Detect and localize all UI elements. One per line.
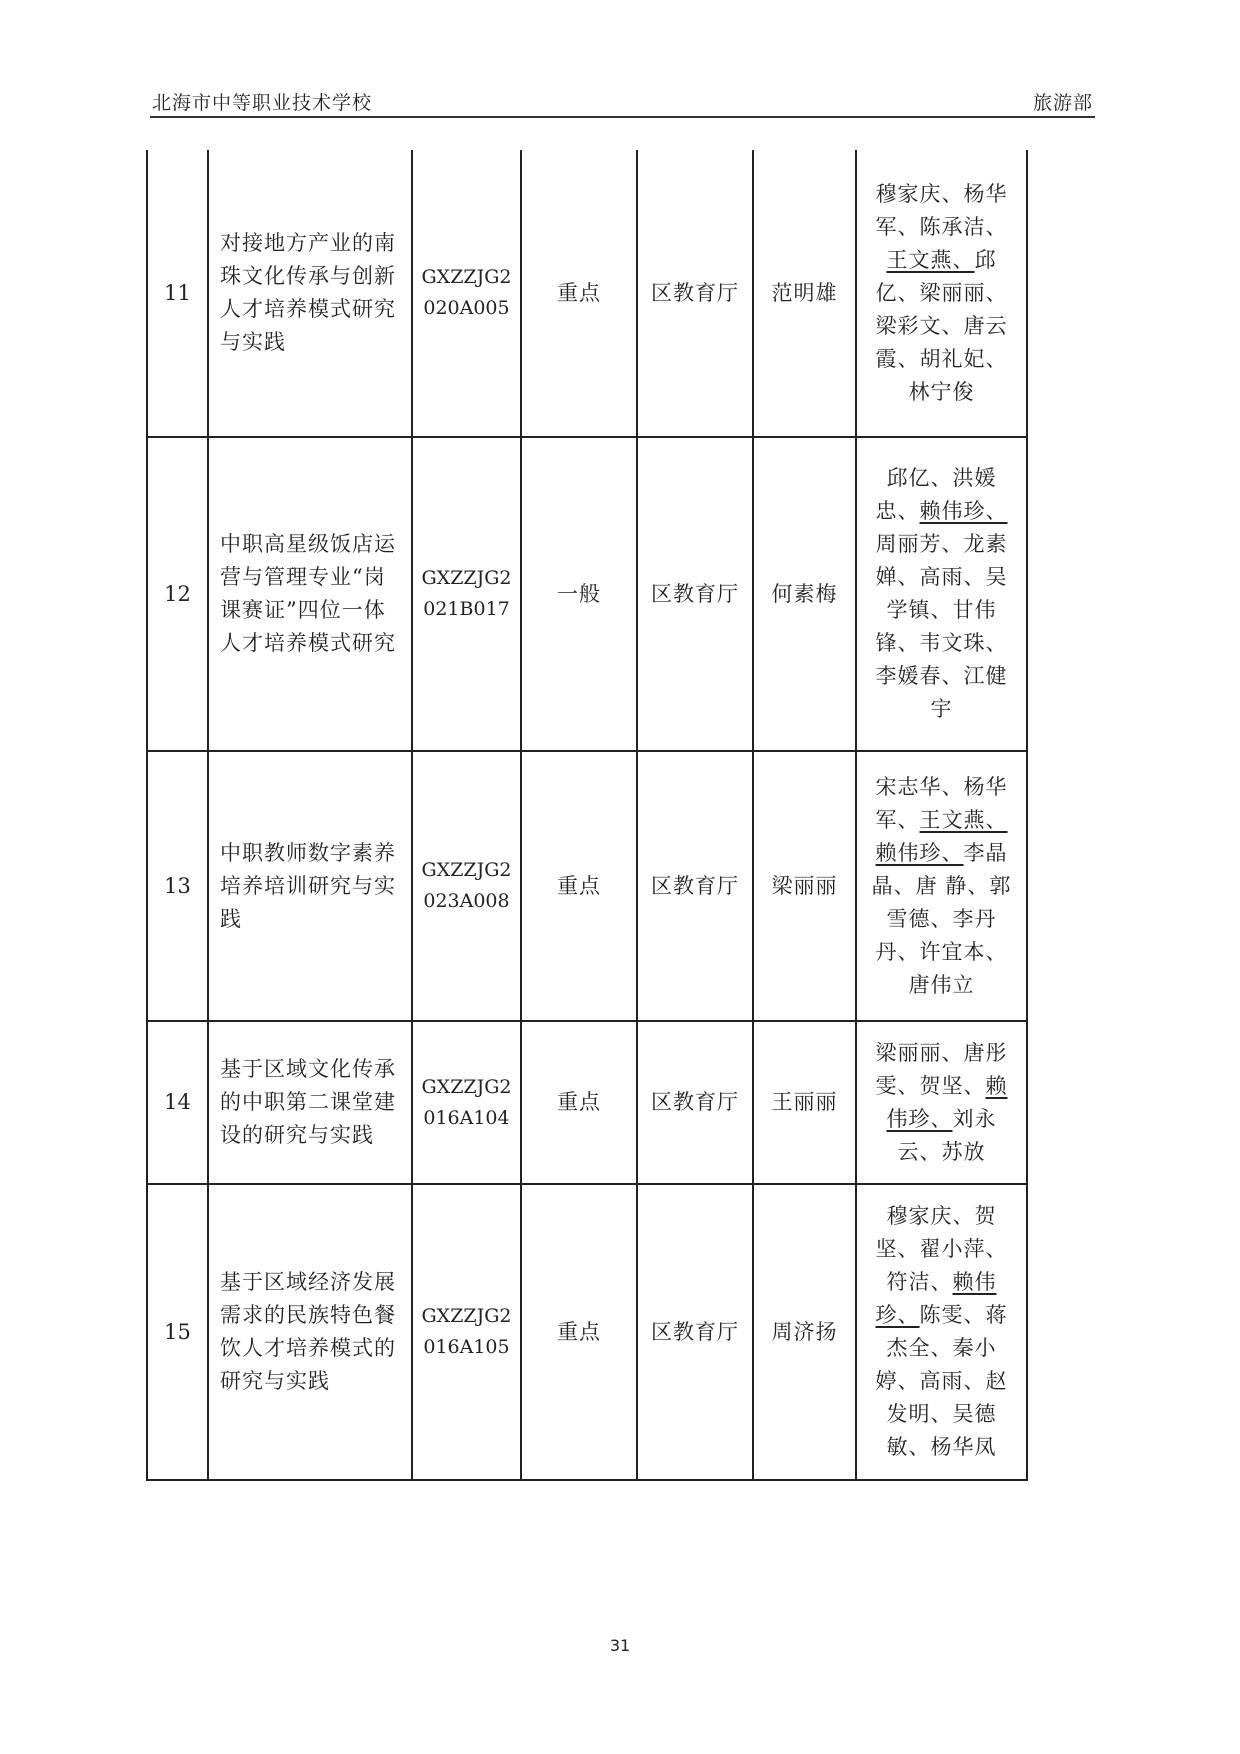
project-members: 宋志华、杨华军、王文燕、赖伟珍、李晶晶、唐 静、郭雪德、李丹丹、许宜本、唐伟立	[856, 751, 1027, 1021]
project-host: 梁丽丽	[753, 751, 856, 1021]
approval-department: 区教育厅	[637, 1184, 753, 1480]
project-code: GXZZJG2 020A005	[412, 150, 521, 437]
table-row	[147, 1021, 1027, 1184]
project-host: 范明雄	[753, 150, 856, 437]
page-header	[150, 86, 1095, 118]
project-level: 重点	[521, 751, 637, 1021]
school-name: 北海市中等职业技术学校	[152, 92, 373, 114]
project-level: 一般	[521, 437, 637, 751]
underlined-member: 赖伟珍、	[886, 1073, 1008, 1131]
row-number: 14	[147, 1021, 208, 1184]
approval-department: 区教育厅	[637, 1021, 753, 1184]
project-members: 梁丽丽、唐彤雯、贺坚、赖伟珍、刘永云、苏放	[856, 1021, 1027, 1184]
underlined-member: 王文燕、	[886, 247, 975, 272]
project-level: 重点	[521, 1184, 637, 1480]
project-members: 穆家庆、贺坚、翟小萍、符洁、赖伟珍、陈雯、蒋杰全、秦小婷、高雨、赵发明、吴德敏、杨华凤	[856, 1184, 1027, 1480]
project-title: 对接地方产业的南珠文化传承与创新人才培养模式研究与实践	[208, 150, 412, 437]
project-host: 何素梅	[753, 437, 856, 751]
project-title: 中职高星级饭店运营与管理专业“岗课赛证”四位一体人才培养模式研究	[208, 437, 412, 751]
underlined-member: 赖伟珍、	[875, 1270, 997, 1327]
page-number: 31	[609, 1636, 631, 1655]
table-row	[147, 751, 1027, 1021]
project-members: 穆家庆、杨华军、陈承洁、王文燕、邱亿、梁丽丽、梁彩文、唐云霞、胡礼妃、林宁俊	[856, 150, 1027, 437]
underlined-member: 王文燕、赖伟珍、	[875, 807, 1008, 865]
project-title: 基于区域文化传承的中职第二课堂建设的研究与实践	[208, 1021, 412, 1184]
approval-department: 区教育厅	[637, 150, 753, 437]
project-title: 基于区域经济发展需求的民族特色餐饮人才培养模式的研究与实践	[208, 1184, 412, 1480]
project-code: GXZZJG2 016A104	[412, 1021, 521, 1184]
table-row	[147, 1184, 1027, 1480]
row-number: 12	[147, 437, 208, 751]
department-name: 旅游部	[1032, 92, 1093, 114]
approval-department: 区教育厅	[637, 437, 753, 751]
project-level: 重点	[521, 1021, 637, 1184]
project-code: GXZZJG2 016A105	[412, 1184, 521, 1480]
underlined-member: 赖伟珍、	[919, 499, 1008, 523]
row-number: 15	[147, 1184, 208, 1480]
project-host: 王丽丽	[753, 1021, 856, 1184]
table-row	[147, 150, 1027, 437]
row-number: 13	[147, 751, 208, 1021]
project-code: GXZZJG2 023A008	[412, 751, 521, 1021]
project-level: 重点	[521, 150, 637, 437]
project-code: GXZZJG2 021B017	[412, 437, 521, 751]
project-title: 中职教师数字素养培养培训研究与实践	[208, 751, 412, 1021]
row-number: 11	[147, 150, 208, 437]
project-members: 邱亿、洪媛忠、赖伟珍、周丽芳、龙素婵、高雨、吴学镇、甘伟锋、韦文珠、李媛春、江健宇	[856, 437, 1027, 751]
research-projects-table	[146, 150, 1028, 1481]
table-row	[147, 437, 1027, 751]
project-host: 周济扬	[753, 1184, 856, 1480]
approval-department: 区教育厅	[637, 751, 753, 1021]
